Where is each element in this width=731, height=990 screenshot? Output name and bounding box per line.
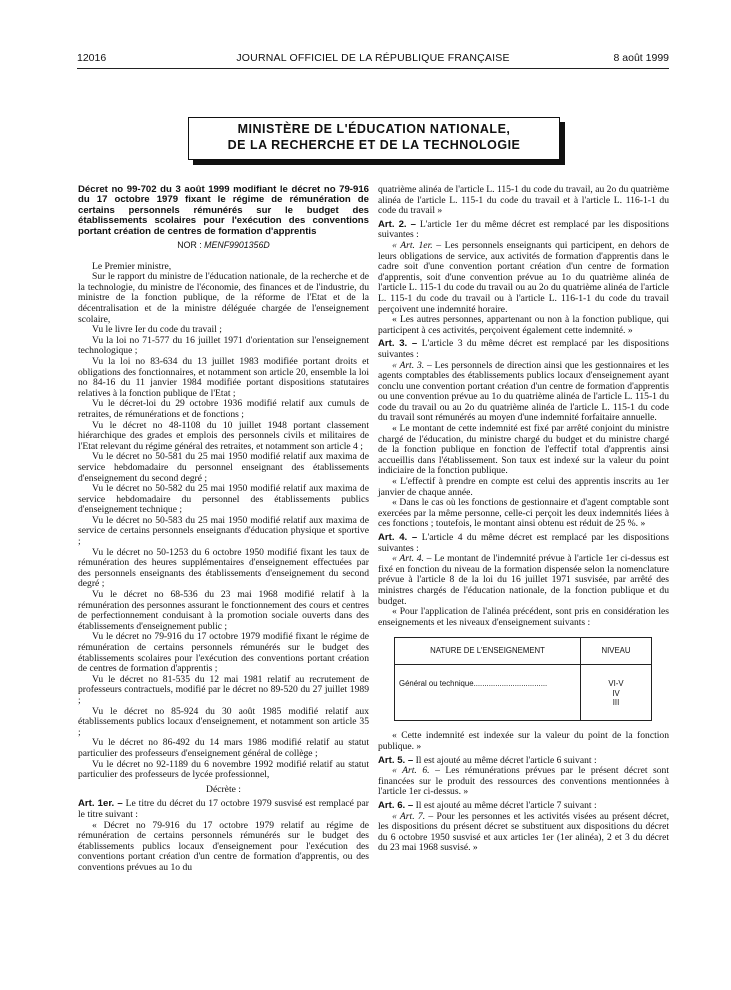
article-1-quote: « Décret no 79-916 du 17 octobre 1979 relatif au régime de rémunération de certains personnels rémunérés sur le budget des établissements publics locaux d'enseignement pour l'exécution des conventions portant création d'un centre de formation d'apprentis, ou des conventions prévues au 1o du [78,819,369,873]
visa-paragraph: Vu le livre Ier du code du travail ; [92,324,222,336]
level-item: III [612,698,620,708]
rapport-paragraph: Sur le rapport du ministre de l'éducation nationale, de la recherche et de la technologie, du ministre de l'économie, des finances et de l'industrie, du ministre de la fonction publique, de la réforme de l'Etat et de la décentralisation et de la ministre déléguée chargée de l'enseignement scolaire, [78,271,369,325]
article-1 [78,799,369,820]
visa-list [78,272,369,781]
article-6-text: Il est ajouté au même décret l'article 7 suivant : [415,799,597,811]
table-header-nature: NATURE DE L'ENSEIGNEMENT [395,638,581,665]
article-3-quote-3: « L'effectif à prendre en compte est celui des apprentis inscrits au 1er janvier de chaque année. [378,476,669,498]
visa-paragraph: Vu le décret no 50-583 du 25 mai 1950 modifié relatif aux maxima de service de certains personnels enseignants d'éducation physique et sportive ; [78,514,369,548]
visa-paragraph: Vu la loi no 71-577 du 16 juillet 1971 d'orientation sur l'enseignement technologique ; [78,334,369,357]
leader-dots: .................................. [473,679,548,689]
visa-paragraph: Vu le décret no 92-1189 du 6 novembre 1992 modifié relatif au statut particulier des professeurs de lycée professionnel, [78,758,369,781]
visa-paragraph: Vu le décret no 50-582 du 25 mai 1950 modifié relatif aux maxima de service hebdomadaire du personnel des établissements publics d'enseignement technique ; [78,483,369,516]
article-3-quote-2: « Le montant de cette indemnité est fixé par arrêté conjoint du ministre chargé de l'éducation, du ministre chargé du budget et du ministre chargé de la fonction publique en fonction de l'effectif total d'apprentis ainsi accueillis dans l'établissement. Son taux est indexé sur la valeur du point indiciaire de la fonction publique. [378,423,669,477]
ministry-line-1: MINISTÈRE DE L'ÉDUCATION NATIONALE, [237,122,511,136]
nor-code: MENF9901356D [204,240,270,251]
article-2-quote-1 [378,241,669,315]
article-4-quote-1 [378,554,669,607]
nor-reference [78,240,369,251]
article-2-text: L'article 1er du même décret est remplacé par les dispositions suivantes : [378,218,669,241]
visa-paragraph: Vu le décret no 50-1253 du 6 octobre 1950 modifié fixant les taux de rémunération des heures supplémentaires d'enseignement effectuées par des personnels enseignants des établissements d'enseignement du second degré ; [78,546,369,590]
article-5-quote [378,766,669,798]
row-label: Général ou technique [399,679,474,689]
article-3-quote-lead: « Art. 3. – [392,359,432,371]
table-cell-levels [581,665,652,721]
article-4-quote-2: « Pour l'application de l'alinéa précédent, sont pris en considération les enseignements et les niveaux d'enseignement suivants : [378,606,669,628]
article-6-label: Art. 6. – [378,799,414,811]
article-3 [378,339,669,360]
article-2-label: Art. 2. – [378,218,417,230]
nor-label: NOR : [177,240,202,251]
article-3-label: Art. 3. – [378,338,418,350]
article-6-quote-text: Pour les personnes et les activités visées au présent décret, les dispositions du présent décret se substituent aux dispositions du décret du 6 octobre 1950 susvisé et aux articles 1er (1er alinéa), 2 et 3 du décret du 23 mai 1968 susvisé. » [378,810,669,854]
table-header-niveau: NIVEAU [581,638,652,665]
visa-paragraph: Vu le décret no 68-536 du 23 mai 1968 modifié relatif à la rémunération des personnes assurant le fonctionnement des cours et centres de perfectionnement conduisant à la promotion sociale ouverts dans des établissements d'enseignement public ; [78,589,369,632]
article-5-label: Art. 5. – [378,754,414,766]
article-5-quote-text: Les rémunérations prévues par le présent décret sont financées sur le produit des ressources des conventions mentionnées à l'article 1er ci-dessus. » [378,765,670,798]
article-5-quote-lead: « Art. 6. – [392,765,440,777]
visa-paragraph: Vu le décret-loi du 29 octobre 1936 modifié relatif aux cumuls de retraites, de rémunérations et de fonctions ; [78,398,369,420]
article-2 [378,220,669,241]
table-cell-nature [395,665,581,721]
visa-paragraph: Vu le décret no 81-535 du 12 mai 1981 relatif au recrutement de professeurs contractuels, modifié par le décret no 89-520 du 27 juillet 1989 ; [78,673,369,706]
visa-paragraph: Vu le décret no 79-916 du 17 octobre 1979 modifié fixant le régime de rémunération de certains personnels rémunérés sur le budget des établissements scolaires pour l'exécution des conventions portant création de centres de formation d'apprentis ; [78,631,369,675]
visa-paragraph: Vu le décret no 86-492 du 14 mars 1986 modifié relatif au statut particulier des professeurs d'enseignement général de collège ; [78,737,369,759]
article-3-quote-1 [378,361,669,425]
article-3-quote-4: « Dans le cas où les fonctions de gestionnaire et d'agent comptable sont exercées par la même personne, celle-ci perçoit les deux indemnités liées à ces fonctions ; toutefois, le montant ainsi obtenu est réduit de 25 %. » [378,497,669,530]
level-item: IV [612,688,620,698]
premier-ministre: Le Premier ministre, [92,260,172,272]
visa-paragraph: Vu le décret no 85-924 du 30 août 1985 modifié relatif aux établissements publics locaux d'enseignement, et notamment son article 35 ; [78,705,369,738]
article-3-quote-text: Les personnels de direction ainsi que les gestionnaires et les agents comptables des établissements publics locaux d'enseignement ayant conclu une convention portant création d'un centre de formation d'apprentis ou une convention prévue au 1o du quatrième alinéa de l'article L. 115-1 du code du travail ou au 2o du quatrième alinéa de l'article L. 115-1 du code du travail sont rémunérés au moyen d'une indemnité forfaitaire annuelle. [378,359,670,424]
article-6-quote [378,812,669,854]
article-4-label: Art. 4. – [378,532,418,543]
article-2-quote-lead: « Art. 1er. – [392,239,442,251]
right-column [378,185,669,854]
decree-title: Décret no 99-702 du 3 août 1999 modifiant le décret no 79-916 du 17 octobre 1979 fixant le régime de rémunération de certains personnels rémunérés sur le budget des établissements scolaires pour l'exécution des conventions portant création de centres de formation d'apprentis [78,184,369,237]
article-6-quote-lead: « Art. 7. – [392,810,434,822]
publication-date: 8 août 1999 [613,52,669,64]
article-2-quote-text: Les personnels enseignants qui participent, en dehors de leurs obligations de service, aux activités de formation d'apprentis dans le cadre soit d'une convention portant création d'un centre de formation d'apprentis, soit d'une convention prévue au 1o du quatrième alinéa de l'article L. 115-1 du code du travail ou au 2o du quatrième alinéa de l'article L. 115-1 du code du travail ou à l'article L. 116-1-1 du code du travail perçoivent une indemnité horaire. [378,239,669,315]
article-4-text: L'article 4 du même décret est remplacé par les dispositions suivantes : [378,532,669,554]
article-2-quote-2: « Les autres personnes, appartenant ou non à la fonction publique, qui participent à ces activités, perçoivent également cette indemnité. » [378,314,669,336]
article-1-quote-continued: quatrième alinéa de l'article L. 115-1 du code du travail, au 2o du quatrième alinéa de l'article L. 115-1 du code du travail et à l'article L. 116-1-1 du code du travail » [378,184,669,217]
ministry-box [188,117,560,160]
decrete-heading: Décrète : [206,783,241,795]
article-1-text: Le titre du décret du 17 octobre 1979 susvisé est remplacé par le titre suivant : [78,798,369,820]
level-item: VI-V [608,679,624,689]
table-header-row [395,638,652,665]
journal-title: JOURNAL OFFICIEL DE LA RÉPUBLIQUE FRANÇAISE [236,52,510,64]
left-column [78,185,369,873]
header-rule [77,68,669,69]
article-4-quote-text: Le montant de l'indemnité prévue à l'article 1er ci-dessus est fixé en fonction du niveau de la formation dispensée selon la nomenclature prévue à l'article 8 de la loi du 16 juillet 1971 susvisée, par arrêté des ministres chargés de l'éducation nationale, de la fonction publique et du budget. [378,553,669,607]
article-1-label: Art. 1er. – [78,798,123,810]
visa-paragraph: Vu le décret no 48-1108 du 10 juillet 1948 portant classement hiérarchique des grades et emplois des personnels civils et militaires de l'Etat relevant du régime général des retraites, et notamment son article 4 ; [78,419,369,452]
page-number: 12016 [77,52,107,64]
article-4-quote-3: « Cette indemnité est indexée sur la valeur du point de la fonction publique. » [378,730,669,752]
teaching-levels-table [394,637,652,721]
article-4-quote-lead: « Art. 4. – [392,553,432,565]
ministry-line-2: DE LA RECHERCHE ET DE LA TECHNOLOGIE [227,138,521,152]
visa-paragraph: Vu la loi no 83-634 du 13 juillet 1983 modifiée portant droits et obligations des fonctionnaires, et notamment son article 20, ensemble la loi no 84-16 du 11 janvier 1984 modifiée portant dispositions statutaires relatives à la fonction publique de l'Etat ; [78,355,369,399]
visa-paragraph: Vu le décret no 50-581 du 25 mai 1950 modifié relatif aux maxima de service hebdomadaire du personnel enseignant des établissements d'enseignement du second degré ; [78,451,369,484]
article-5-text: Il est ajouté au même décret l'article 6 suivant : [415,754,597,766]
article-3-text: L'article 3 du même décret est remplacé par les dispositions suivantes : [378,338,669,360]
article-4 [378,533,669,554]
table-row [395,665,652,721]
